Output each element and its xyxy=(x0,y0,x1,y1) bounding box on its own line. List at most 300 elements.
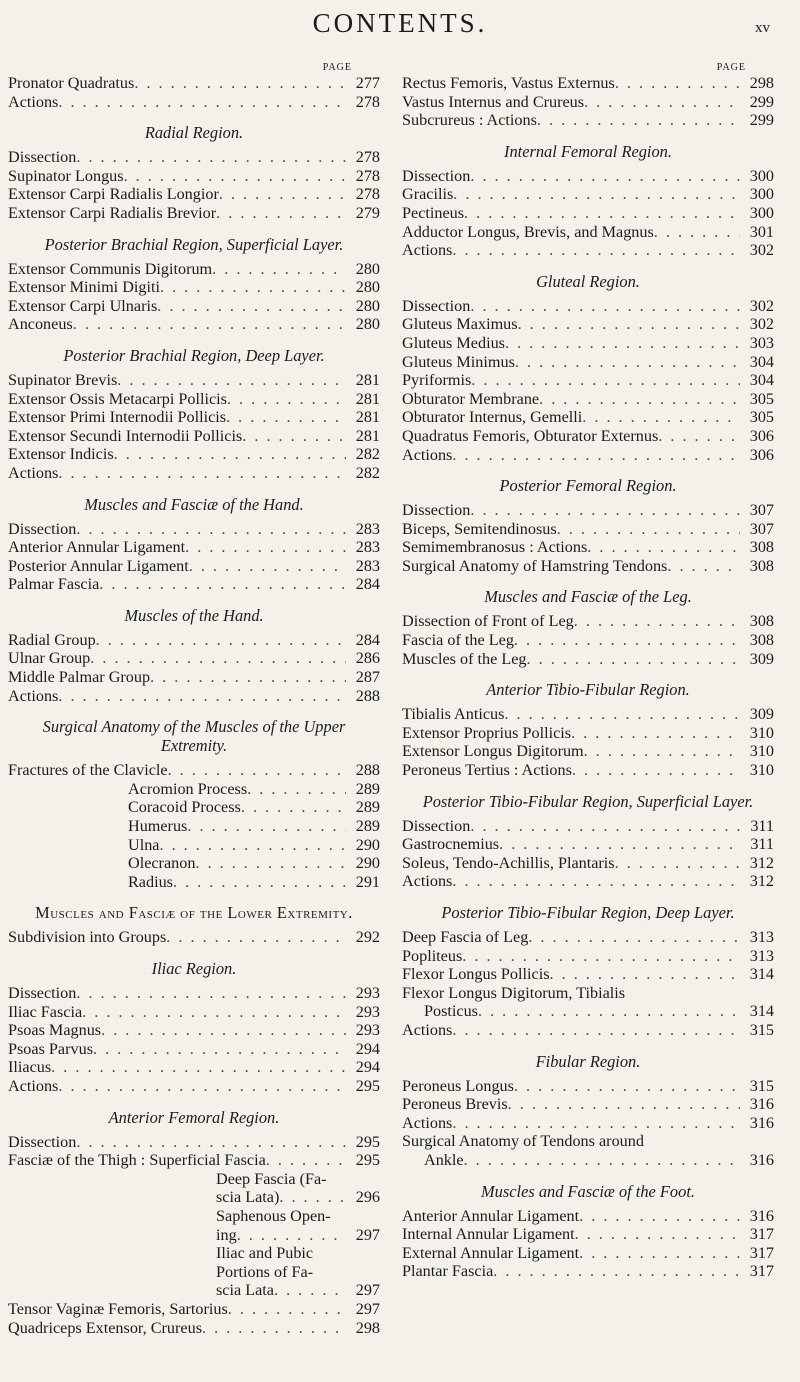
toc-entry-title: Gracilis xyxy=(402,185,454,204)
toc-entry[interactable] xyxy=(8,836,380,855)
toc-page-number: 304 xyxy=(749,352,774,371)
leader-dots xyxy=(584,93,740,112)
toc-page-number: 303 xyxy=(749,333,774,352)
leader-dots xyxy=(173,873,346,892)
section-heading: Posterior Femoral Region. xyxy=(499,476,677,496)
toc-entry[interactable] xyxy=(402,315,774,334)
leader-dots xyxy=(470,297,740,316)
toc-entry-title: Pyriformis xyxy=(402,371,472,390)
toc-entry-title: Iliac Fascia xyxy=(8,1002,83,1021)
toc-entry[interactable] xyxy=(402,1151,774,1170)
leader-dots xyxy=(242,427,346,446)
toc-entry-title: Semimembranosus : Actions xyxy=(402,538,588,557)
toc-entry-title: Extensor Carpi Ulnaris xyxy=(8,296,158,315)
leader-dots xyxy=(528,928,740,947)
leader-dots xyxy=(212,260,346,279)
toc-page-number: 297 xyxy=(355,1225,380,1244)
toc-entry-title: Gluteus Medius xyxy=(402,333,505,352)
toc-entry[interactable] xyxy=(8,1207,380,1226)
toc-entry[interactable] xyxy=(8,278,380,297)
leader-dots xyxy=(117,371,346,390)
leader-dots xyxy=(114,445,346,464)
toc-page-number: 296 xyxy=(355,1188,380,1207)
toc-page-number: 317 xyxy=(749,1262,774,1281)
toc-entry[interactable] xyxy=(402,1095,774,1114)
toc-page-number: 280 xyxy=(355,315,380,334)
leader-dots xyxy=(471,371,740,390)
toc-entry[interactable] xyxy=(8,1263,380,1282)
toc-page-number: 283 xyxy=(355,556,380,575)
leader-dots xyxy=(575,1225,740,1244)
leader-dots xyxy=(195,854,346,873)
leader-dots xyxy=(247,780,346,799)
leader-dots xyxy=(150,668,346,687)
toc-page-number: 299 xyxy=(749,111,774,130)
section-heading: Muscles and Fasciæ of the Lower Extremity. xyxy=(35,903,353,923)
toc-entry-title: Extensor Minimi Digiti xyxy=(8,278,160,297)
leader-dots xyxy=(499,835,740,854)
toc-entry-title: Extensor Carpi Radialis Brevior xyxy=(8,203,217,222)
toc-entry[interactable] xyxy=(402,111,774,130)
leader-dots xyxy=(514,631,740,650)
toc-entry-title: Psoas Parvus xyxy=(8,1039,93,1058)
section-heading: Muscles and Fasciæ of the Hand. xyxy=(84,494,304,514)
leader-dots xyxy=(58,687,346,706)
toc-page-number: 283 xyxy=(355,519,380,538)
toc-entry-title: Peroneus Tertius : Actions xyxy=(402,761,572,780)
leader-dots xyxy=(515,353,740,372)
leader-dots xyxy=(508,1095,740,1114)
toc-entry-title: Supinator Longus xyxy=(8,166,124,185)
toc-entry[interactable] xyxy=(402,297,774,316)
toc-page-number: 288 xyxy=(355,686,380,705)
toc-entry[interactable] xyxy=(402,1021,774,1040)
running-header xyxy=(0,8,800,48)
leader-dots xyxy=(216,204,346,223)
leader-dots xyxy=(579,1244,740,1263)
leader-dots xyxy=(453,185,740,204)
toc-entry-title: Extensor Carpi Radialis Longior xyxy=(8,185,219,204)
toc-entry[interactable] xyxy=(402,854,774,873)
toc-entry[interactable] xyxy=(402,241,774,260)
toc-entry-title: Pectineus xyxy=(402,203,465,222)
toc-entry[interactable] xyxy=(402,93,774,112)
toc-entry[interactable] xyxy=(8,649,380,668)
toc-entry-title: Subdivision into Groups xyxy=(8,928,167,947)
toc-entry[interactable] xyxy=(8,371,380,390)
section-heading: Posterior Brachial Region, Superficial Layer. xyxy=(44,234,344,254)
toc-page-number: 300 xyxy=(749,185,774,204)
toc-entry[interactable] xyxy=(402,817,774,836)
toc-entry[interactable] xyxy=(402,501,774,520)
toc-entry-title: Fascia of the Leg xyxy=(402,631,514,650)
section-heading: Surgical Anatomy of the Muscles of the Upper Extremity. xyxy=(42,717,346,756)
toc-entry[interactable] xyxy=(8,390,380,409)
toc-entry-title: Extensor Ossis Metacarpi Pollicis xyxy=(8,389,227,408)
toc-entry[interactable] xyxy=(402,557,774,576)
right-column xyxy=(402,62,774,1281)
toc-entry[interactable] xyxy=(402,1262,774,1281)
toc-page-number: 316 xyxy=(749,1150,774,1169)
toc-entry-title: Peroneus Longus xyxy=(402,1076,514,1095)
toc-entry-title: Superficial Fascia xyxy=(149,1151,266,1170)
toc-page-number: 310 xyxy=(749,723,774,742)
toc-entry-title: Anconeus xyxy=(8,315,73,334)
leader-dots xyxy=(504,705,740,724)
toc-page-number: 291 xyxy=(355,872,380,891)
toc-entry[interactable] xyxy=(8,1133,380,1152)
section-heading: Gluteal Region. xyxy=(536,271,640,291)
toc-entry-title: Biceps, Semitendinosus xyxy=(402,519,557,538)
toc-page-number: 293 xyxy=(355,984,380,1002)
toc-page-number: 306 xyxy=(749,426,774,445)
toc-entry[interactable] xyxy=(402,1114,774,1133)
leader-dots xyxy=(185,538,346,557)
leader-dots xyxy=(187,817,346,836)
toc-entry[interactable] xyxy=(8,1319,380,1338)
toc-entry[interactable] xyxy=(8,668,380,687)
toc-entry[interactable] xyxy=(402,1225,774,1244)
toc-page-number: 287 xyxy=(355,668,380,687)
toc-page-number: 302 xyxy=(749,315,774,334)
toc-entry[interactable] xyxy=(402,1077,774,1096)
toc-entry-title: Anterior Annular Ligament xyxy=(8,538,186,557)
toc-entry[interactable] xyxy=(8,1077,380,1096)
toc-entry[interactable] xyxy=(8,761,380,780)
section-heading: Radial Region. xyxy=(144,123,244,143)
leader-dots xyxy=(464,204,740,223)
toc-entry-title: Anterior Annular Ligament xyxy=(402,1206,580,1225)
toc-entry-title: Middle Palmar Group xyxy=(8,668,151,687)
toc-entry-title: Supinator Brevis xyxy=(8,370,118,389)
toc-page-number: 311 xyxy=(750,816,774,835)
leader-dots xyxy=(615,74,740,93)
toc-entry[interactable] xyxy=(8,575,380,594)
toc-entry[interactable] xyxy=(8,260,380,279)
leader-dots xyxy=(226,408,346,427)
toc-entry-title: Actions xyxy=(402,445,453,464)
toc-entry-title: Ulnar Group xyxy=(8,649,91,668)
toc-entry[interactable] xyxy=(8,74,380,93)
toc-page-number: 293 xyxy=(355,1002,380,1021)
toc-page-number: 294 xyxy=(355,1058,380,1077)
toc-page-number: 290 xyxy=(355,854,380,873)
leader-dots xyxy=(76,148,346,167)
toc-entry[interactable] xyxy=(8,687,380,706)
toc-page-number: 314 xyxy=(749,1002,774,1021)
toc-entry[interactable] xyxy=(8,408,380,427)
toc-page-number: 314 xyxy=(749,965,774,984)
section-heading: Muscles of the Hand. xyxy=(124,605,264,625)
toc-page-number: 315 xyxy=(749,1020,774,1039)
toc-page-number: 313 xyxy=(749,928,774,946)
toc-entry[interactable] xyxy=(8,148,380,167)
toc-entry[interactable] xyxy=(8,984,380,1003)
toc-page-number: 309 xyxy=(749,649,774,668)
toc-entry[interactable] xyxy=(402,520,774,539)
toc-entry[interactable] xyxy=(8,427,380,446)
toc-entry-title: Humerus xyxy=(128,817,188,836)
toc-page-number: 308 xyxy=(749,538,774,557)
leader-dots xyxy=(160,278,346,297)
section-heading: Muscles and Fasciæ of the Leg. xyxy=(484,587,692,607)
leader-dots xyxy=(470,167,740,186)
toc-page-number: 278 xyxy=(355,148,380,167)
toc-entry[interactable] xyxy=(402,334,774,353)
toc-entry[interactable] xyxy=(402,223,774,242)
toc-entry[interactable] xyxy=(8,557,380,576)
leader-dots xyxy=(219,185,346,204)
section-heading: Iliac Region. xyxy=(151,959,237,978)
toc-entry-title: Dissection xyxy=(402,501,471,520)
toc-entry-title: Actions xyxy=(8,686,59,705)
toc-page-number: 293 xyxy=(355,1021,380,1040)
toc-page-number: 307 xyxy=(749,519,774,538)
section-heading: Anterior Femoral Region. xyxy=(108,1107,280,1127)
toc-page-number: 295 xyxy=(355,1076,380,1095)
toc-page-number: 298 xyxy=(749,74,774,92)
toc-page-number: 298 xyxy=(355,1318,380,1337)
toc-entry[interactable] xyxy=(8,631,380,650)
toc-entry-title: Extensor Communis Digitorum xyxy=(8,259,213,278)
toc-page-number: 278 xyxy=(355,166,380,185)
toc-entry[interactable] xyxy=(8,1021,380,1040)
toc-entry[interactable] xyxy=(402,965,774,984)
toc-entry[interactable] xyxy=(8,1040,380,1059)
leader-dots xyxy=(96,631,346,650)
toc-page-number: 311 xyxy=(750,835,774,854)
toc-entry-title: Plantar Fascia xyxy=(402,1262,494,1281)
toc-entry[interactable] xyxy=(8,1281,380,1300)
leader-dots xyxy=(557,520,740,539)
toc-page-number: 281 xyxy=(355,389,380,408)
toc-entry[interactable] xyxy=(402,650,774,669)
toc-entry[interactable] xyxy=(402,446,774,465)
toc-page-number: 316 xyxy=(749,1095,774,1114)
toc-entry-title: Adductor Longus, Brevis, and Magnus xyxy=(402,222,654,241)
toc-page-number: 284 xyxy=(355,630,380,649)
toc-entry[interactable] xyxy=(402,705,774,724)
section-heading: Posterior Tibio-Fibular Region, Deep Layer. xyxy=(441,903,735,922)
leader-dots xyxy=(452,1021,740,1040)
section-heading: Internal Femoral Region. xyxy=(504,141,672,161)
toc-page-number: 294 xyxy=(355,1039,380,1058)
leader-dots xyxy=(493,1262,740,1281)
toc-entry-title: Saphenous Open- xyxy=(216,1206,331,1225)
toc-entry[interactable] xyxy=(8,445,380,464)
leader-dots xyxy=(518,315,740,334)
toc-entry[interactable] xyxy=(402,928,774,947)
toc-entry[interactable] xyxy=(8,1226,380,1245)
toc-entry[interactable] xyxy=(8,873,380,892)
toc-entry-title: Internal Annular Ligament xyxy=(402,1225,575,1244)
toc-entry-title: Deep Fascia of Leg xyxy=(402,928,529,946)
toc-entry-title: Palmar Fascia xyxy=(8,575,100,594)
toc-entry-title: Dissection of Front of Leg xyxy=(402,612,574,631)
toc-entry-title: Coracoid Process xyxy=(128,798,241,817)
toc-entry[interactable] xyxy=(8,538,380,557)
toc-entry-title: Dissection xyxy=(8,148,77,167)
toc-entry-title: External Annular Ligament xyxy=(402,1243,580,1262)
toc-entry[interactable] xyxy=(402,612,774,631)
leader-dots xyxy=(452,446,740,465)
toc-entry[interactable] xyxy=(402,74,774,93)
toc-entry[interactable] xyxy=(402,1207,774,1226)
toc-page-number: 305 xyxy=(749,389,774,408)
toc-page-number: 316 xyxy=(749,1113,774,1132)
leader-dots xyxy=(462,947,740,966)
leader-dots xyxy=(478,1002,740,1021)
toc-entry-title: Portions of Fa- xyxy=(216,1262,314,1281)
toc-entry[interactable] xyxy=(402,872,774,891)
toc-entry[interactable] xyxy=(8,1244,380,1263)
toc-entry-title: Actions xyxy=(402,241,453,260)
toc-page-number: 317 xyxy=(749,1243,774,1262)
leader-dots xyxy=(76,520,346,539)
leader-dots xyxy=(571,724,740,743)
toc-entry[interactable] xyxy=(402,390,774,409)
toc-page-number: 308 xyxy=(749,556,774,575)
toc-entry[interactable] xyxy=(8,167,380,186)
toc-entry[interactable] xyxy=(8,798,380,817)
leader-dots xyxy=(464,1151,740,1170)
toc-page-number: 297 xyxy=(355,1281,380,1300)
leader-dots xyxy=(667,557,740,576)
toc-page-number: 300 xyxy=(749,203,774,222)
toc-entry[interactable] xyxy=(8,1170,380,1189)
leader-dots xyxy=(58,1077,346,1096)
toc-entry-title: Radial Group xyxy=(8,630,96,649)
toc-page-number: 295 xyxy=(355,1132,380,1151)
toc-entry[interactable] xyxy=(402,204,774,223)
toc-entry[interactable] xyxy=(402,1002,774,1021)
toc-entry-title: Psoas Magnus xyxy=(8,1021,102,1040)
leader-dots xyxy=(58,464,346,483)
toc-entry[interactable] xyxy=(8,520,380,539)
toc-entry[interactable] xyxy=(402,835,774,854)
toc-entry-title: scia Lata) xyxy=(216,1188,280,1207)
toc-entry-title: Gluteus Minimus xyxy=(402,352,515,371)
leader-dots xyxy=(73,315,346,334)
toc-entry[interactable] xyxy=(402,761,774,780)
toc-page-number: 284 xyxy=(355,575,380,594)
toc-page-number: 278 xyxy=(355,185,380,204)
toc-entry[interactable] xyxy=(8,1003,380,1022)
toc-page-number: 302 xyxy=(749,296,774,315)
leader-dots xyxy=(90,649,346,668)
toc-page-number: 310 xyxy=(749,742,774,761)
leader-dots xyxy=(537,111,740,130)
leader-dots xyxy=(579,1207,740,1226)
toc-entry-title: Peroneus Brevis xyxy=(402,1095,508,1114)
toc-entry[interactable] xyxy=(402,427,774,446)
toc-page-number: 280 xyxy=(355,259,380,278)
toc-entry[interactable] xyxy=(402,1244,774,1263)
toc-entry[interactable] xyxy=(8,1188,380,1207)
toc-entry-title: Actions xyxy=(8,1076,59,1095)
toc-page-number: 299 xyxy=(749,92,774,111)
toc-entry-title: scia Lata xyxy=(216,1281,274,1300)
toc-entry[interactable] xyxy=(8,464,380,483)
toc-entry-title: Dissection xyxy=(8,519,77,538)
section-heading: Muscles and Fasciæ of the Foot. xyxy=(481,1181,695,1201)
toc-entry-title: Posterior Annular Ligament xyxy=(8,556,189,575)
toc-entry[interactable] xyxy=(402,408,774,427)
leader-dots xyxy=(470,817,740,836)
toc-page-number: 301 xyxy=(749,222,774,241)
toc-entry[interactable] xyxy=(8,93,380,112)
leader-dots xyxy=(99,575,346,594)
toc-page-number: 297 xyxy=(355,1299,380,1318)
toc-entry[interactable] xyxy=(402,631,774,650)
toc-entry[interactable] xyxy=(8,854,380,873)
toc-entry[interactable] xyxy=(402,353,774,372)
leader-dots xyxy=(157,297,346,316)
leader-dots xyxy=(658,427,740,446)
toc-entry[interactable] xyxy=(402,538,774,557)
toc-entry[interactable] xyxy=(8,1300,380,1319)
toc-entry-title: Extensor Proprius Pollicis xyxy=(402,723,572,742)
toc-page-number: 308 xyxy=(749,631,774,650)
toc-entry[interactable] xyxy=(8,928,380,947)
toc-entry-title: Extensor Indicis xyxy=(8,445,114,464)
leader-dots xyxy=(574,612,740,631)
toc-entry[interactable] xyxy=(402,185,774,204)
toc-entry[interactable] xyxy=(8,315,380,334)
toc-entry-title: Obturator Membrane xyxy=(402,389,540,408)
toc-page-number: 310 xyxy=(749,761,774,780)
toc-entry[interactable] xyxy=(402,742,774,761)
toc-page-number: 312 xyxy=(749,872,774,891)
leader-dots xyxy=(58,93,346,112)
leader-dots xyxy=(266,1151,346,1170)
toc-entry[interactable] xyxy=(402,371,774,390)
toc-entry[interactable] xyxy=(8,817,380,836)
toc-entry-title: Surgical Anatomy of Tendons around xyxy=(402,1132,644,1151)
toc-entry[interactable] xyxy=(402,167,774,186)
toc-entry-title: Iliac and Pubic xyxy=(216,1244,314,1263)
toc-entry-title: Posticus xyxy=(424,1002,478,1021)
toc-page-number: 317 xyxy=(749,1225,774,1244)
toc-entry-title: Popliteus xyxy=(402,946,463,965)
toc-entry[interactable] xyxy=(8,185,380,204)
toc-entry-title: Dissection xyxy=(8,984,77,1002)
toc-entry[interactable] xyxy=(8,1151,380,1170)
toc-page-number: 302 xyxy=(749,241,774,260)
section-heading: Fibular Region. xyxy=(535,1051,641,1071)
leader-dots xyxy=(159,836,346,855)
toc-entry[interactable] xyxy=(8,204,380,223)
toc-page-number: 315 xyxy=(749,1076,774,1095)
toc-page-number: 289 xyxy=(355,817,380,836)
toc-entry[interactable] xyxy=(8,1058,380,1077)
toc-entry-title: Deep Fascia (Fa- xyxy=(216,1169,327,1188)
left-column xyxy=(8,62,380,1337)
toc-page-number: 278 xyxy=(355,92,380,111)
leader-dots xyxy=(82,1003,346,1022)
toc-entry[interactable] xyxy=(8,780,380,799)
toc-page-number: 308 xyxy=(749,612,774,631)
toc-entry[interactable] xyxy=(8,297,380,316)
toc-entry-title: Fasciæ of the Thigh : xyxy=(8,1151,146,1170)
toc-page-number: 282 xyxy=(355,445,380,464)
toc-entry[interactable] xyxy=(402,724,774,743)
section-heading: Posterior Brachial Region, Deep Layer. xyxy=(63,345,325,365)
toc-entry[interactable] xyxy=(402,947,774,966)
toc-entry-title: Quadratus Femoris, Obturator Externus xyxy=(402,426,659,445)
leader-dots xyxy=(237,1226,346,1245)
page-column-label: PAGE xyxy=(716,62,746,73)
